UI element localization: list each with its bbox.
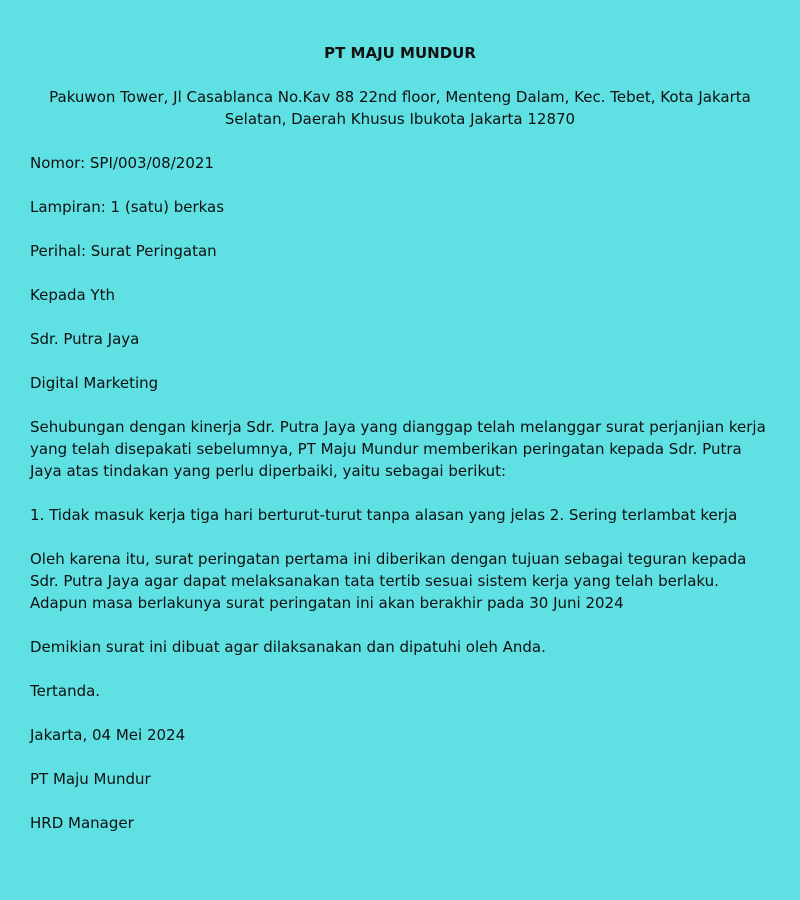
place-date: Jakarta, 04 Mei 2024 [30, 726, 186, 744]
signatory-title: HRD Manager [30, 814, 134, 832]
recipient-salutation: Kepada Yth [30, 286, 116, 304]
company-address: Pakuwon Tower, Jl Casablanca No.Kav 88 22nd floor, Menteng Dalam, Kec. Tebet, Kota Jakarta Selatan, Daerah Khusus Ibukota Jakarta 12870 [49, 88, 751, 128]
subject-line: Perihal: Surat Peringatan [30, 242, 217, 260]
attachment-line: Lampiran: 1 (satu) berkas [30, 198, 225, 216]
closing-paragraph: Demikian surat ini dibuat agar dilaksanakan dan dipatuhi oleh Anda. [30, 638, 546, 656]
company-title: PT MAJU MUNDUR [324, 44, 476, 62]
violations-list: 1. Tidak masuk kerja tiga hari berturut-turut tanpa alasan yang jelas 2. Sering terlambat kerja [30, 506, 738, 524]
sign-off: Tertanda. [30, 682, 101, 700]
recipient-department: Digital Marketing [30, 374, 159, 392]
consequence-paragraph: Oleh karena itu, surat peringatan pertama ini diberikan dengan tujuan sebagai teguran kepada Sdr. Putra Jaya agar dapat melaksanakan tata tertib sesuai sistem kerja yang telah berlaku. Adapun masa berlakunya surat peringatan ini akan berakhir pada 30 Juni 2024 [30, 550, 747, 612]
intro-paragraph: Sehubungan dengan kinerja Sdr. Putra Jaya yang dianggap telah melanggar surat perjanjian kerja yang telah disepakati sebelumnya, PT Maju Mundur memberikan peringatan kepada Sdr. Putra Jaya atas tindakan yang perlu diperbaiki, yaitu sebagai berikut: [30, 418, 766, 480]
recipient-name: Sdr. Putra Jaya [30, 330, 140, 348]
signatory-company: PT Maju Mundur [30, 770, 151, 788]
letter-number: Nomor: SPI/003/08/2021 [30, 154, 214, 172]
